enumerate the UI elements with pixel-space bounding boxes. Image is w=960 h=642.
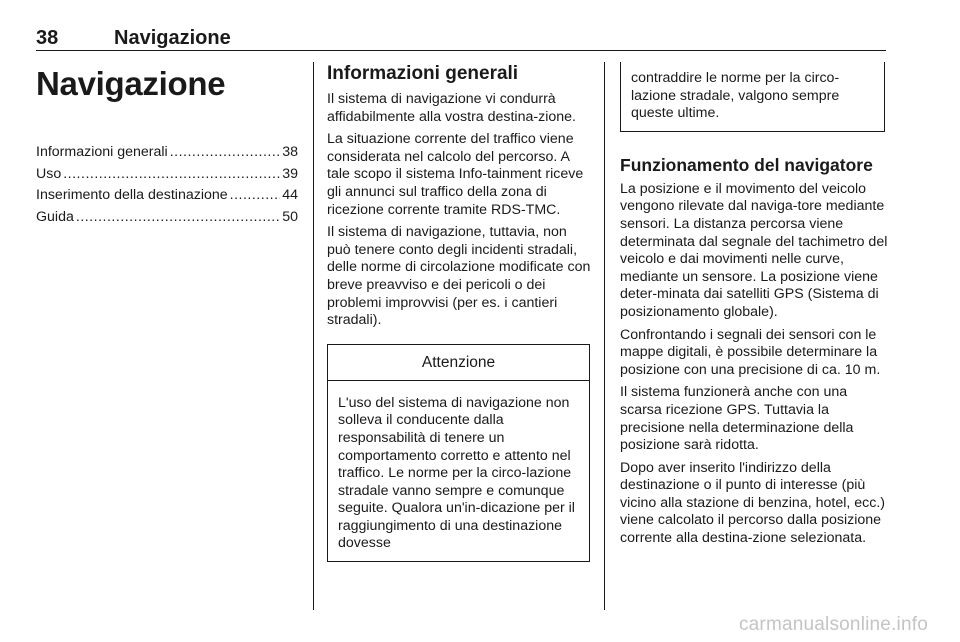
- header-rule: [36, 50, 886, 51]
- toc-entry[interactable]: [36, 207, 298, 229]
- toc-entry[interactable]: [36, 185, 298, 207]
- paragraph: Confrontando i segnali dei sensori con le mappe digitali, è possibile determinare la posizione con una precisione di ca. 10 m.: [620, 326, 881, 378]
- section-title-general-info: Informazioni generali: [327, 63, 519, 84]
- column-divider-2: [604, 62, 605, 610]
- toc-entry-page: 50: [282, 208, 298, 225]
- toc-entry[interactable]: [36, 142, 298, 164]
- toc-entry-label: Guida: [36, 208, 74, 225]
- toc-entry-page: 44: [282, 187, 298, 203]
- column-2: [327, 62, 591, 562]
- toc-entry-page: 39: [282, 165, 298, 182]
- page-number: 38: [36, 27, 59, 49]
- warning-text: L'uso del sistema di navigazione non solleva il conducente dalla responsabilità di tenere un comportamento corretto e attento nel traffico. Le norme per la circo-lazione stradale vanno sempre e comunque seguite. Qualora un'in-dicazione per il raggiungimento di una destinazione dovesse: [338, 394, 575, 552]
- chapter-title: Navigazione: [36, 65, 226, 102]
- toc-leader-dots: [170, 142, 281, 164]
- paragraph: Dopo aver inserito l'indirizzo della destinazione o il punto di interesse (più vicino alla stazione di benzina, hotel, ecc.) viene calcolato il percorso dalla posizione corrente alla destina-zione selezionata.: [620, 459, 885, 547]
- column-divider-1: [313, 62, 314, 610]
- toc-leader-dots: [76, 207, 280, 229]
- table-of-contents: [36, 142, 298, 228]
- toc-entry-label: Inserimento della destinazione: [36, 187, 228, 203]
- column-1: [36, 62, 298, 228]
- paragraph: Il sistema di navigazione, tuttavia, non può tenere conto degli incidenti stradali, delle norme di circolazione modificate con breve preavviso e dei pericoli o dei problemi improvvisi (per es. i cantieri stradali).: [327, 224, 591, 329]
- toc-leader-dots: [63, 164, 280, 186]
- toc-entry-page: 38: [282, 144, 298, 160]
- toc-entry[interactable]: [36, 164, 298, 186]
- paragraph: La situazione corrente del traffico viene considerata nel calcolo del percorso. A tale scopo il sistema Info-tainment riceve gli annunci sul traffico della zona di ricezione corrente tramite RDS-TMC.: [327, 131, 584, 218]
- warning-box: [327, 344, 590, 562]
- running-title: Navigazione: [114, 27, 231, 49]
- toc-entry-label: Informazioni generali: [36, 144, 168, 160]
- toc-entry-label: Uso: [36, 165, 62, 182]
- warning-box-continuation: contraddire le norme per la circo-lazione stradale, valgono sempre queste ultime.: [620, 62, 885, 132]
- toc-leader-dots: [230, 185, 281, 207]
- paragraph: Il sistema funzionerà anche con una scarsa ricezione GPS. Tuttavia la precisione nella determinazione della posizione sarà ridotta.: [620, 384, 854, 454]
- paragraph: La posizione e il movimento del veicolo vengono rilevate dal naviga-tore mediante sensori. La distanza percorsa viene determinata dal segnale del tachimetro del veicolo e dai movimenti nelle curve, mediante un sensore. La posizione viene deter-minata dai satelliti GPS (Sistema di posizionamento globale).: [620, 180, 888, 320]
- watermark: carmanualsonline.info: [738, 614, 928, 635]
- column-3: [620, 62, 888, 548]
- warning-heading: Attenzione: [328, 345, 589, 381]
- section-title-navigator-operation: Funzionamento del navigatore: [620, 154, 873, 175]
- paragraph: Il sistema di navigazione vi condurrà affidabilmente alla vostra destina-zione.: [327, 91, 576, 125]
